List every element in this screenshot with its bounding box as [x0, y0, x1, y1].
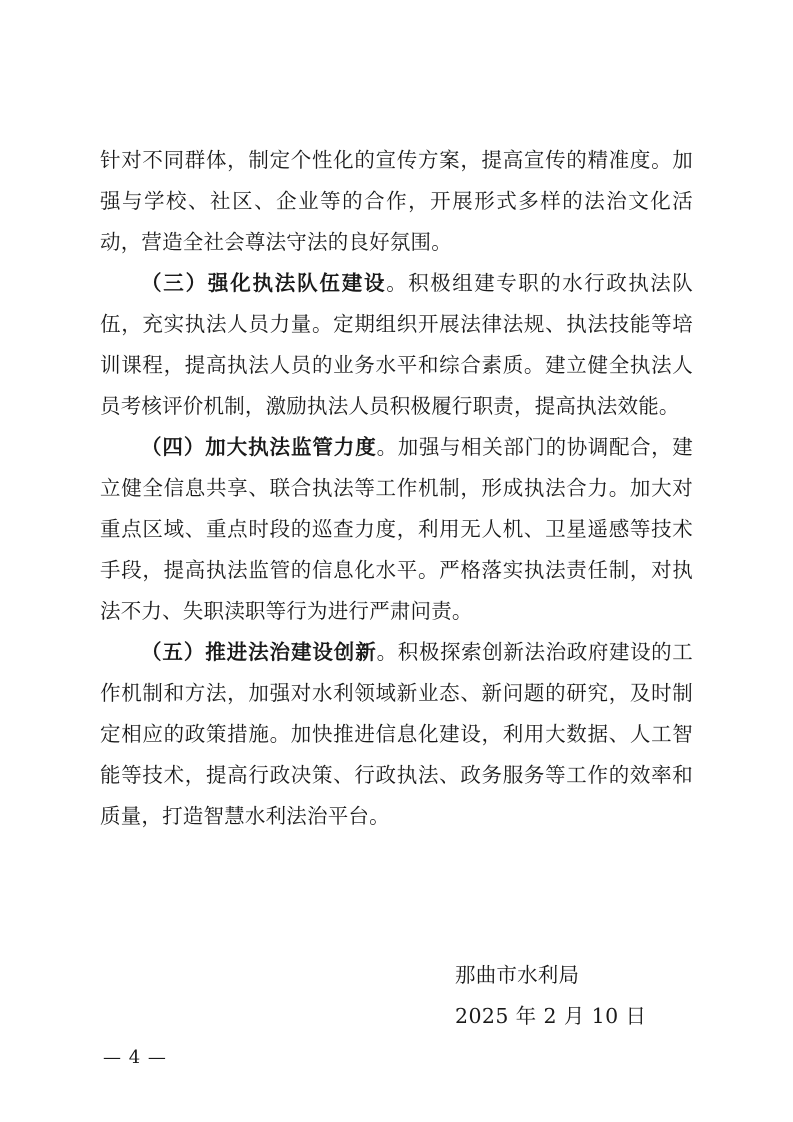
section-heading-three: （三）强化执法队伍建设 — [141, 271, 387, 295]
paragraph-section-four — [100, 427, 693, 632]
signature-date: 2025 年 2 月 10 日 — [455, 1004, 647, 1028]
page-footer — [0, 1047, 793, 1068]
signature-block — [100, 955, 693, 1037]
paragraph-text: 。积极探索创新法治政府建设的工作机制和方法，加强对水利领域新业态、新问题的研究，及时制定相应的政策措施。加快推进信息化建设，利用大数据、人工智能等技术，提高行政决策、行政执法、政务服务等工作的效率和质量，打造智慧水利法治平台。 — [100, 640, 694, 828]
signature-organization: 那曲市水利局 — [455, 963, 580, 987]
page-number: — 4 — — [103, 1047, 167, 1068]
paragraph-text: 针对不同群体，制定个性化的宣传方案，提高宣传的精准度。加强与学校、社区、企业等的合作，开展形式多样的法治文化活动，营造全社会尊法守法的良好氛围。 — [100, 148, 693, 254]
paragraph-text: 。加强与相关部门的协调配合，建立健全信息共享、联合执法等工作机制，形成执法合力。加大对重点区域、重点时段的巡查力度，利用无人机、卫星遥感等技术手段，提高执法监管的信息化水平。严格落实执法责任制，对执法不力、失职渎职等行为进行严肃问责。 — [100, 435, 694, 623]
paragraph-section-five — [100, 632, 693, 837]
paragraph-section-three — [100, 263, 693, 427]
section-heading-five: （五）推进法治建设创新 — [141, 640, 377, 664]
paragraph-continuation — [100, 140, 693, 263]
section-heading-four: （四）加大执法监管力度 — [141, 435, 377, 459]
document-body — [100, 140, 693, 1037]
paragraph-text: 。积极组建专职的水行政执法队伍，充实执法人员力量。定期组织开展法律法规、执法技能等培训课程，提高执法人员的业务水平和综合素质。建立健全执法人员考核评价机制，激励执法人员积极履行职责，提高执法效能。 — [100, 271, 693, 418]
